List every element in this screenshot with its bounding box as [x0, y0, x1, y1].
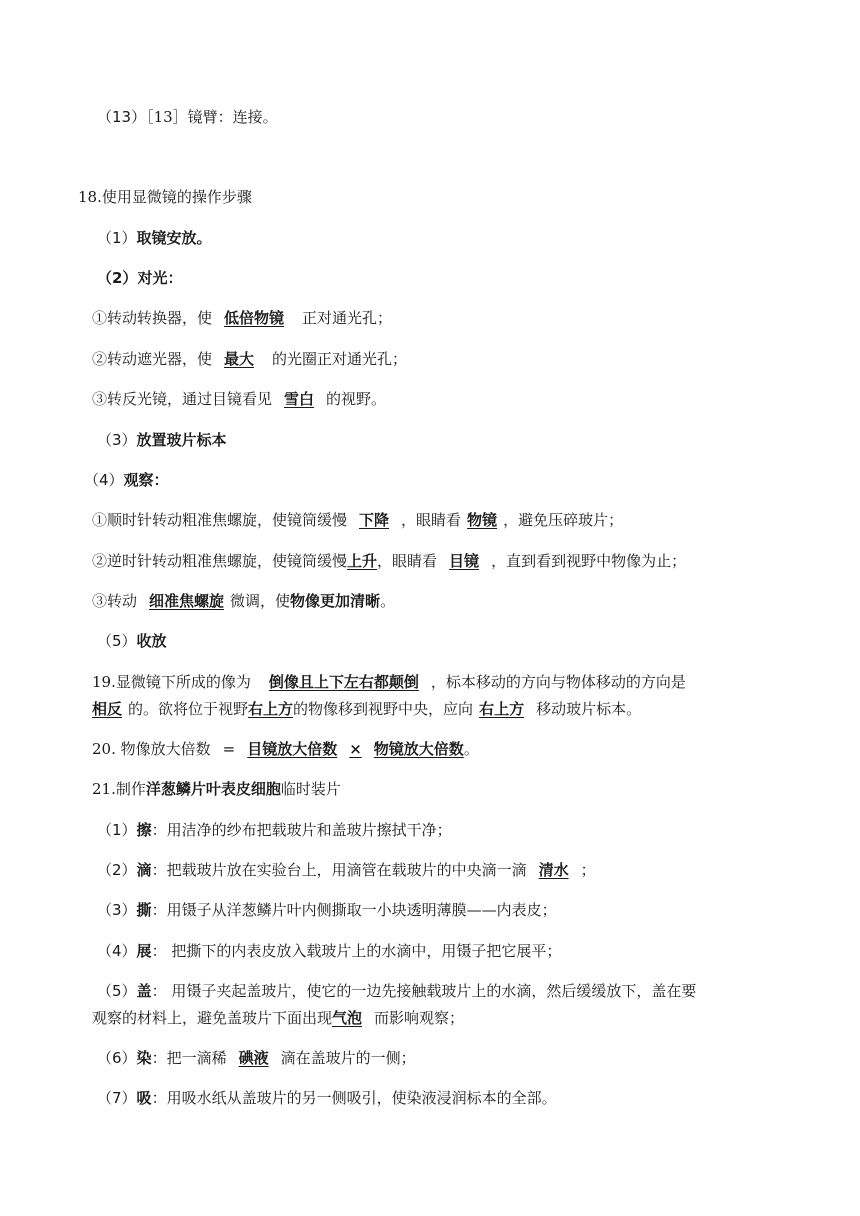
text: ，直到看到视野中物像为止； — [491, 552, 687, 570]
step-text: 观察： — [123, 471, 169, 489]
step-5 — [97, 630, 167, 652]
step-keyword: 撕 — [136, 901, 152, 919]
step-text: ：用镊子从洋葱鳞片叶内侧撕取一小块透明薄膜——内表皮； — [151, 901, 557, 919]
text: 滴在盖玻片的一侧； — [280, 1049, 416, 1067]
step-4 — [84, 469, 169, 491]
times-sign: × — [349, 740, 362, 758]
bold-text: 洋葱鳞片叶表皮细胞 — [145, 780, 281, 798]
step-text: ： 把撕下的内表皮放入载玻片上的水滴中，用镊子把它展平； — [151, 942, 562, 960]
answer-blank: 气泡 — [332, 1009, 363, 1027]
question-text: 18.使用显微镜的操作步骤 — [78, 188, 252, 206]
text: ：把一滴稀 — [151, 1049, 227, 1067]
text: 的。欲将位于视野 — [128, 700, 249, 718]
question-19-line2 — [92, 698, 641, 720]
text: ：把载玻片放在实验台上，用滴管在载玻片的中央滴一滴 — [151, 861, 527, 879]
step-number: （3） — [97, 431, 137, 449]
step-keyword: 染 — [136, 1049, 152, 1067]
answer-blank: 右上方 — [479, 700, 525, 718]
item-number: （13） — [97, 108, 147, 126]
procedure-1 — [97, 819, 452, 841]
step-2c — [92, 388, 386, 410]
question-20 — [92, 738, 479, 760]
step-number: （5） — [97, 982, 137, 1000]
step-text: ：用洁净的纱布把载玻片和盖玻片擦拭干净； — [151, 821, 452, 839]
question-21-title — [92, 778, 341, 800]
step-number: （6） — [97, 1049, 137, 1067]
answer-blank: 物镜放大倍数 — [373, 740, 464, 758]
step-text: 放置玻片标本 — [136, 431, 227, 449]
text: ，标本移动的方向与物体移动的方向是 — [430, 673, 686, 691]
answer-blank: 目镜 — [449, 552, 480, 570]
step-2a — [92, 307, 392, 329]
step-2b — [92, 348, 407, 370]
step-number: （1） — [97, 229, 137, 247]
item-text: ［13］镜臂：连接。 — [146, 108, 278, 126]
text: 微调，使 — [230, 592, 291, 610]
text: ①转动转换器，使 — [92, 309, 213, 327]
step-text: 取镜安放。 — [136, 229, 212, 247]
procedure-7 — [97, 1087, 557, 1109]
answer-blank: 最大 — [224, 350, 255, 368]
question-18-title — [78, 186, 252, 208]
text: 21.制作 — [92, 780, 146, 798]
step-text: 收放 — [136, 632, 167, 650]
step-number: （4） — [84, 471, 124, 489]
text: ③转反光镜，通过目镜看见 — [92, 390, 273, 408]
text: 观察的材料上，避免盖玻片下面出现 — [92, 1009, 333, 1027]
text: ，眼睛看 — [401, 511, 462, 529]
step-keyword: 盖 — [136, 982, 152, 1000]
text: 临时装片 — [280, 780, 341, 798]
text: 正对通光孔； — [302, 309, 393, 327]
step-1 — [97, 227, 212, 249]
question-19-line1 — [92, 671, 686, 693]
answer-blank: 目镜放大倍数 — [247, 740, 338, 758]
answer-blank: 倒像且上下左右都颠倒 — [268, 673, 419, 691]
step-keyword: 展 — [136, 942, 152, 960]
step-number: （3） — [97, 901, 137, 919]
bold-text: 物像更加清晰 — [290, 592, 381, 610]
line-13 — [97, 106, 278, 128]
step-keyword: 擦 — [136, 821, 152, 839]
text: 移动玻片标本。 — [536, 700, 642, 718]
procedure-4 — [97, 940, 561, 962]
text: ，避免压碎玻片； — [503, 511, 624, 529]
step-4b — [92, 550, 686, 572]
text: ①顺时针转动粗准焦螺旋，使镜筒缓慢 — [92, 511, 348, 529]
answer-blank: 雪白 — [284, 390, 315, 408]
answer-blank: 右上方 — [248, 700, 294, 718]
step-2 — [97, 267, 182, 289]
text: ②转动遮光器，使 — [92, 350, 213, 368]
step-text: ：用吸水纸从盖玻片的另一侧吸引，使染液浸润标本的全部。 — [151, 1089, 557, 1107]
procedure-3 — [97, 899, 557, 921]
step-number: （2） — [97, 861, 137, 879]
step-4c — [92, 590, 395, 612]
answer-blank: 清水 — [538, 861, 569, 879]
text: 而影响观察； — [374, 1009, 465, 1027]
text: ②逆时针转动粗准焦螺旋，使镜筒缓慢 — [92, 552, 348, 570]
text: ③转动 — [92, 592, 138, 610]
step-number: （5） — [97, 632, 137, 650]
answer-blank: 物镜 — [467, 511, 498, 529]
answer-blank: 碘液 — [238, 1049, 269, 1067]
step-number: （1） — [97, 821, 137, 839]
text: ； — [580, 861, 596, 879]
text: 20. 物像放大倍数 — [92, 740, 211, 758]
step-number: （4） — [97, 942, 137, 960]
step-keyword: 滴 — [136, 861, 152, 879]
step-keyword: 吸 — [136, 1089, 152, 1107]
procedure-5-line1 — [97, 980, 696, 1002]
answer-blank: 细准焦螺旋 — [149, 592, 225, 610]
answer-blank: 相反 — [92, 700, 123, 718]
step-4a — [92, 509, 623, 531]
procedure-6 — [97, 1047, 416, 1069]
answer-blank: 上升 — [347, 552, 378, 570]
text: ，眼睛看 — [377, 552, 438, 570]
equals-sign: = — [222, 740, 236, 758]
procedure-5-line2 — [92, 1007, 464, 1029]
step-number: （7） — [97, 1089, 137, 1107]
procedure-2 — [97, 859, 596, 881]
text: 。 — [463, 740, 479, 758]
answer-blank: 低倍物镜 — [224, 309, 285, 327]
step-text: ： 用镊子夹起盖玻片，使它的一边先接触载玻片上的水滴，然后缓缓放下，盖在要 — [151, 982, 697, 1000]
text: 的光圈正对通光孔； — [272, 350, 408, 368]
answer-blank: 下降 — [359, 511, 390, 529]
text: 的物像移到视野中央，应向 — [293, 700, 474, 718]
text: 的视野。 — [326, 390, 387, 408]
step-3 — [97, 429, 227, 451]
step-text: 对光： — [137, 269, 183, 287]
text: 。 — [380, 592, 396, 610]
step-number: （2） — [97, 269, 138, 287]
text: 19.显微镜下所成的像为 — [92, 673, 251, 691]
